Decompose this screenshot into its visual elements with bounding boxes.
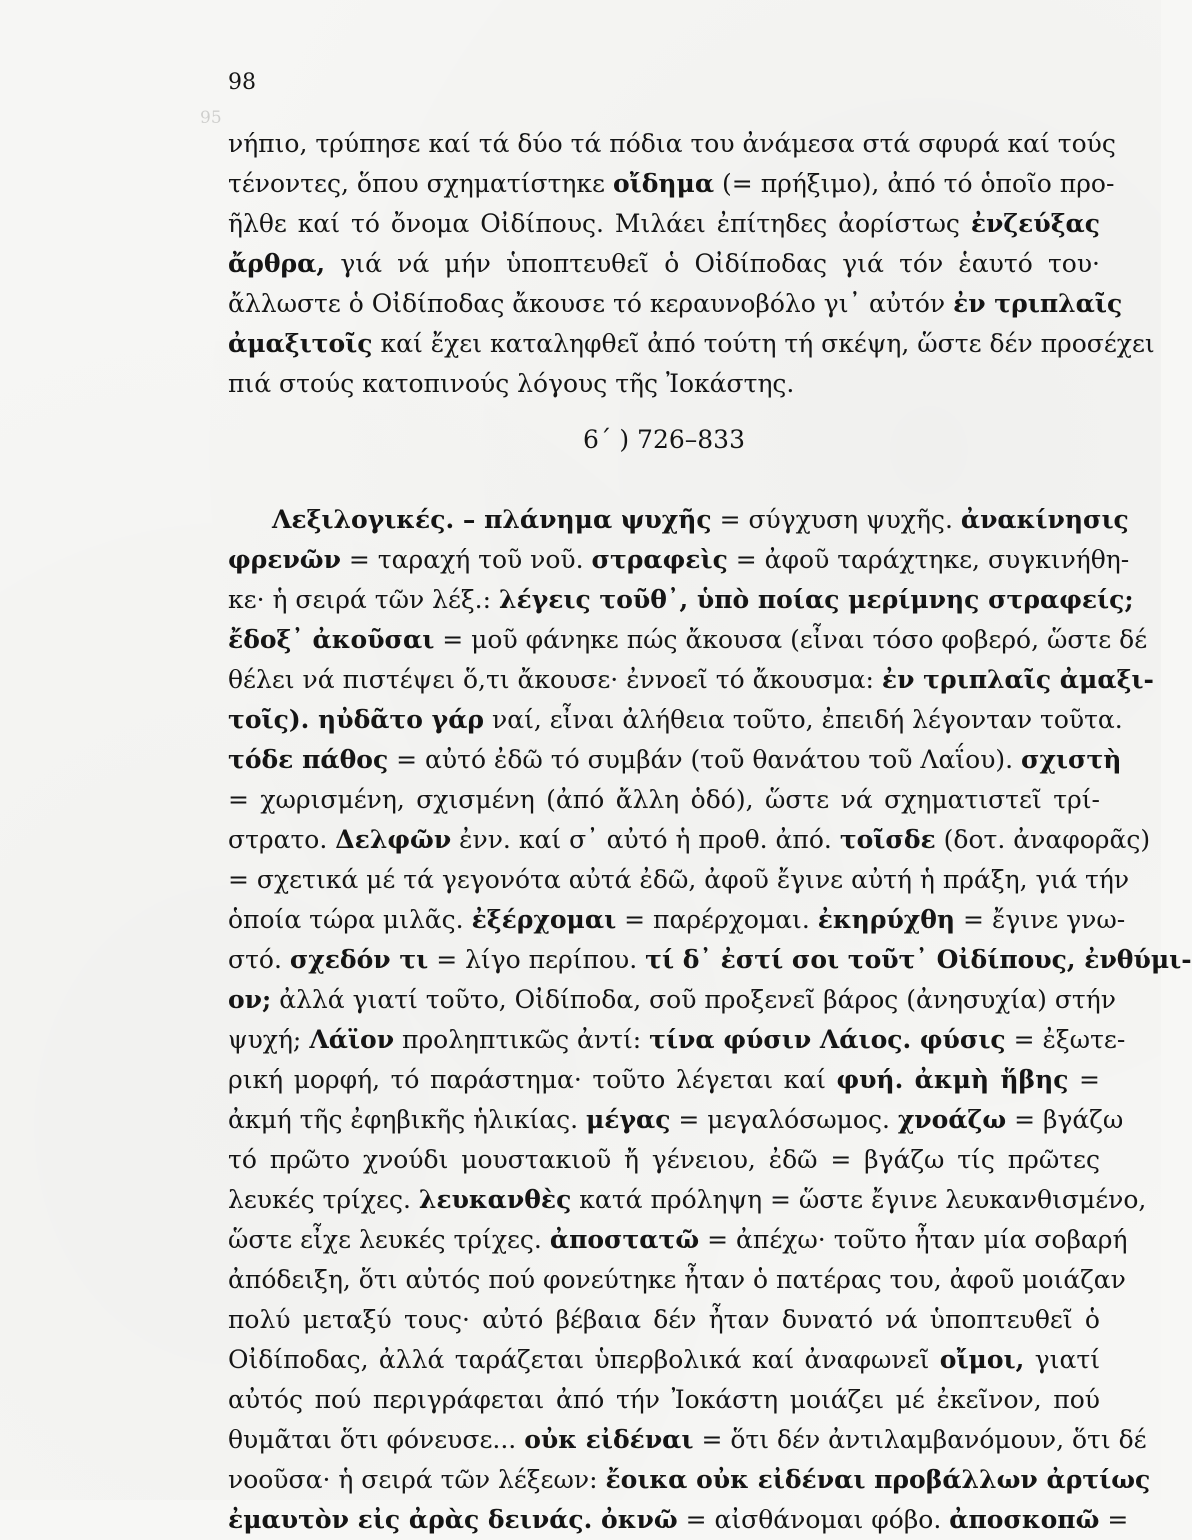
- text-line: [228, 940, 1192, 980]
- text-line: [228, 860, 1130, 900]
- bold-term: ἔδοξ᾽ ἀκοῦσαι: [228, 625, 435, 654]
- bold-term: τόδε πάθος: [228, 745, 389, 774]
- text-run: =: [1099, 1505, 1129, 1534]
- bold-term: ἐν τριπλαῖς ἀμαξι-: [881, 665, 1154, 694]
- text-line: [228, 700, 1123, 740]
- text-line: [228, 244, 1100, 284]
- text-line: [228, 1380, 1100, 1420]
- text-run: = ἐξωτε-: [1005, 1025, 1126, 1054]
- text-run: ναί, εἶναι ἀλήθεια τοῦτο, ἐπειδή λέγονταν τοῦτα.: [484, 705, 1123, 734]
- text-run: θέλει νά πιστέψει ὅ,τι ἄκουσε· ἐννοεῖ τό ἄκουσμα:: [228, 665, 882, 694]
- text-run: κατά πρόληψη = ὥστε ἔγινε λευκανθισμένο,: [571, 1185, 1147, 1214]
- bold-term: Δελφῶν: [335, 825, 452, 854]
- text-run: γιά νά μήν ὑποπτευθεῖ ὁ Οἰδίποδας γιά τόν ἑαυτό του·: [325, 249, 1100, 278]
- text-line: [228, 1220, 1128, 1260]
- bold-term: ἐμαυτὸν εἰς ἀρὰς δεινάς. ὀκνῶ: [228, 1505, 678, 1534]
- text-line: [228, 620, 1148, 660]
- text-line: [228, 1300, 1100, 1340]
- text-run: αὐτός πού περιγράφεται ἀπό τήν Ἰοκάστη μοιάζει μέ ἐκεῖνον, πού: [228, 1385, 1100, 1414]
- text-line: [228, 900, 1126, 940]
- text-line: [228, 1460, 1151, 1500]
- bold-term: οὐκ εἰδέναι: [524, 1425, 694, 1454]
- text-line: [228, 324, 1155, 364]
- text-run: νήπιο, τρύπησε καί τά δύο τά πόδια του ἀνάμεσα στά σφυρά καί τούς: [228, 129, 1116, 158]
- text-line: [228, 780, 1100, 820]
- text-line: [228, 1500, 1129, 1540]
- text-run: = αἰσθάνομαι φόβο.: [677, 1505, 950, 1534]
- text-line: [228, 1140, 1100, 1180]
- bold-term: ἐξέρχομαι: [471, 905, 617, 934]
- text-run: (= πρήξιμο), ἀπό τό ὁποῖο προ-: [714, 169, 1115, 198]
- text-run: τένοντες, ὅπου σχηματίστηκε: [228, 169, 613, 198]
- text-line: [228, 980, 1116, 1020]
- text-line: [228, 364, 1100, 404]
- bold-term: λευκανθὲς: [418, 1185, 572, 1214]
- bold-term: φυή. ἀκμὴ ἥβης: [836, 1065, 1069, 1094]
- text-run: = ταραχή τοῦ νοῦ.: [340, 545, 592, 574]
- bold-term: στραφεὶς: [591, 545, 728, 574]
- text-run: =: [1068, 1065, 1100, 1094]
- text-run: = χωρισμένη, σχισμένη (ἀπό ἄλλη ὁδό), ὥστε νά σχηματιστεῖ τρί-: [228, 785, 1100, 814]
- text-line: [228, 1260, 1126, 1300]
- bold-term: ἀποσκοπῶ: [949, 1505, 1100, 1534]
- text-run: = ἔγινε γνω-: [955, 905, 1126, 934]
- text-run: ἀλλά γιατί τοῦτο, Οἰδίποδα, σοῦ προξενεῖ βάρος (ἀνησυχία) στήν: [271, 985, 1116, 1014]
- text-run: = σύγχυση ψυχῆς.: [711, 505, 961, 534]
- text-line: [228, 1020, 1126, 1060]
- bold-term: τί δ᾽ ἐστί σοι τοῦτ᾽ Οἰδίπους, ἐνθύμι-: [645, 945, 1192, 974]
- text-run: ἀκμή τῆς ἐφηβικῆς ἡλικίας.: [228, 1105, 586, 1134]
- bold-term: Λεξιλογικές. – πλάνημα ψυχῆς: [272, 505, 712, 534]
- bold-term: τοῖς). ηὐδᾶτο γάρ: [228, 705, 485, 734]
- bold-term: μέγας: [585, 1105, 671, 1134]
- text-run: ψυχή;: [228, 1025, 310, 1054]
- text-run: πιά στούς κατοπινούς λόγους τῆς Ἰοκάστης.: [228, 369, 795, 398]
- text-run: = μεγαλόσωμος.: [670, 1105, 898, 1134]
- bold-term: οἴμοι,: [939, 1345, 1025, 1374]
- text-line: [228, 164, 1115, 204]
- text-line: [228, 660, 1154, 700]
- text-line: [228, 500, 1129, 540]
- text-run: ἄλλωστε ὁ Οἰδίποδας ἄκουσε τό κεραυνοβόλο γι᾽ αὐτόν: [228, 289, 954, 318]
- text-line: [228, 740, 1122, 780]
- text-run: ῆλθε καί τό ὄνομα Οἰδίπους. Μιλάει ἐπίτηδες ἀορίστως: [228, 209, 971, 238]
- bold-term: ἀμαξιτοῖς: [228, 329, 373, 358]
- text-line: [228, 820, 1151, 860]
- text-line: [228, 204, 1100, 244]
- text-run: τό πρῶτο χνούδι μουστακιοῦ ἤ γένειου, ἐδῶ = βγάζω τίς πρῶτες: [228, 1145, 1100, 1174]
- bold-term: ἐνζεύξας: [970, 209, 1100, 238]
- bold-term: ἐν τριπλαῖς: [953, 289, 1123, 318]
- commentary-text: [228, 124, 1192, 1540]
- text-line: [228, 580, 1134, 620]
- text-line: [228, 1420, 1147, 1460]
- text-run: Οἰδίποδας, ἀλλά ταράζεται ὑπερβολικά καί ἀναφωνεῖ: [228, 1345, 940, 1374]
- text-run: = ἀπέχω· τοῦτο ἦταν μία σοβαρή: [699, 1225, 1128, 1254]
- vocabulary-notes: [228, 500, 1192, 1540]
- text-run: = σχετικά μέ τά γεγονότα αὐτά ἐδῶ, ἀφοῦ ἔγινε αὐτή ἡ πράξη, γιά τήν: [228, 865, 1130, 894]
- text-run: κε· ἡ σειρά τῶν λέξ.:: [228, 585, 499, 614]
- page-number: 98: [228, 70, 256, 95]
- text-run: ρική μορφή, τό παράστημα· τοῦτο λέγεται καί: [228, 1065, 837, 1094]
- text-run: ἐνν. καί σ᾽ αὐτό ἡ προθ. ἀπό.: [451, 825, 840, 854]
- bold-term: λέγεις τοῦθ᾽, ὑπὸ ποίας μερίμνης στραφείς;: [498, 585, 1134, 614]
- bold-term: ον;: [228, 985, 272, 1014]
- text-run: = παρέρχομαι.: [616, 905, 818, 934]
- text-run: στρατο.: [228, 825, 336, 854]
- text-run: θυμᾶται ὅτι φόνευσε...: [228, 1425, 525, 1454]
- paragraph-before-heading: [228, 124, 1155, 404]
- text-run: νοοῦσα· ἡ σειρά τῶν λέξεων:: [228, 1465, 606, 1494]
- text-run: καί ἔχει καταληφθεῖ ἀπό τούτη τή σκέψη, ὥστε δέν προσέχει: [372, 329, 1155, 358]
- bold-term: τίνα φύσιν Λάιος. φύσις: [649, 1025, 1006, 1054]
- text-run: = μοῦ φάνηκε πώς ἄκουσα (εἶναι τόσο φοβερό, ὥστε δέ: [434, 625, 1148, 654]
- text-run: λευκές τρίχες.: [228, 1185, 419, 1214]
- text-line: [228, 124, 1116, 164]
- bold-term: ἄρθρα,: [228, 249, 326, 278]
- text-line: [228, 1340, 1100, 1380]
- show-through-page-number: 95: [200, 108, 222, 128]
- text-run: ὥστε εἶχε λευκές τρίχες.: [228, 1225, 550, 1254]
- section-heading: 6΄ ) 726–833: [583, 425, 745, 454]
- text-line: [228, 1180, 1147, 1220]
- text-run: = λίγο περίπου.: [428, 945, 646, 974]
- bold-term: φρενῶν: [228, 545, 341, 574]
- bold-term: οἴδημα: [612, 169, 715, 198]
- text-run: ἀπόδειξη, ὅτι αὐτός πού φονεύτηκε ἦταν ὁ πατέρας του, ἀφοῦ μοιάζαν: [228, 1265, 1126, 1294]
- text-run: στό.: [228, 945, 290, 974]
- text-run: = ἀφοῦ ταράχτηκε, συγκινήθη-: [727, 545, 1130, 574]
- text-run: = αὐτό ἐδῶ τό συμβάν (τοῦ θανάτου τοῦ Λαΐου).: [388, 745, 1022, 774]
- text-run: προληπτικῶς ἀντί:: [394, 1025, 650, 1054]
- text-line: [228, 284, 1123, 324]
- bold-term: ἔοικα οὐκ εἰδέναι προβάλλων ἀρτίως: [605, 1465, 1151, 1494]
- bold-term: ἀνακίνησις: [960, 505, 1129, 534]
- heading-spacer: [228, 476, 1100, 500]
- bold-term: σχεδόν τι: [289, 945, 429, 974]
- text-line: [228, 540, 1130, 580]
- text-run: = βγάζω: [1006, 1105, 1124, 1134]
- bold-term: ἀποστατῶ: [549, 1225, 700, 1254]
- text-run: (δοτ. ἀναφορᾶς): [935, 825, 1151, 854]
- bold-term: ἐκηρύχθη: [817, 905, 956, 934]
- bold-term: Λάϊον: [309, 1025, 395, 1054]
- text-line: [228, 1060, 1100, 1100]
- text-run: ὁποία τώρα μιλᾶς.: [228, 905, 472, 934]
- text-run: = ὅτι δέν ἀντιλαμβανόμουν, ὅτι δέ: [693, 1425, 1147, 1454]
- text-run: γιατί: [1024, 1345, 1100, 1374]
- text-line: [228, 1100, 1124, 1140]
- bold-term: τοῖσδε: [839, 825, 936, 854]
- text-run: πολύ μεταξύ τους· αὐτό βέβαια δέν ἦταν δυνατό νά ὑποπτευθεῖ ὁ: [228, 1305, 1100, 1334]
- bold-term: χνοάζω: [897, 1105, 1007, 1134]
- bold-term: σχιστὴ: [1021, 745, 1122, 774]
